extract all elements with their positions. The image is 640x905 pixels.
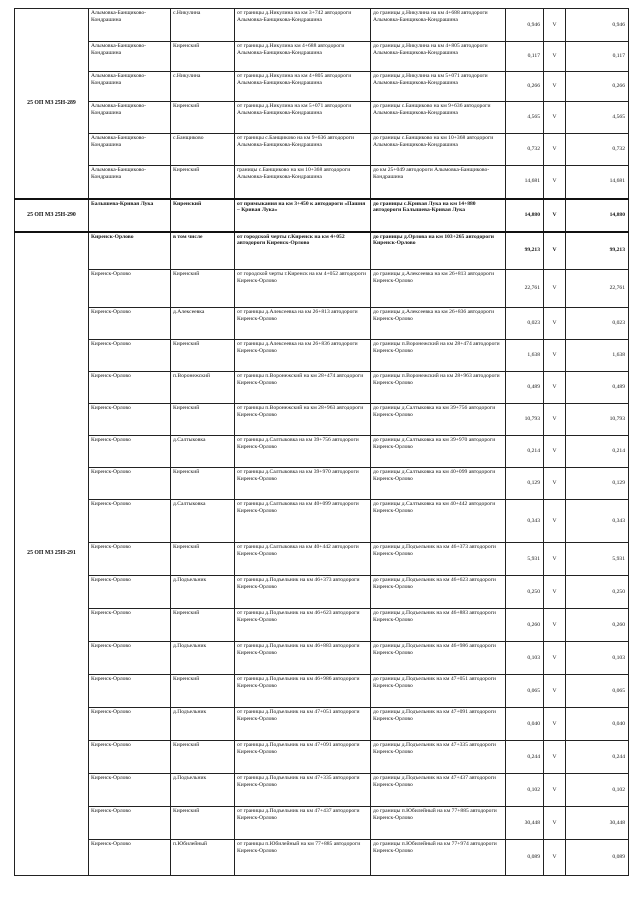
length-cell: 0,103 (506, 642, 544, 675)
district-cell: д.Подъельник (171, 774, 235, 807)
road-name-cell: Балышева-Кривая Лука (89, 199, 171, 232)
length-cell: 4,565 (506, 102, 544, 134)
category-cell: V (544, 72, 566, 102)
category-cell: V (544, 807, 566, 840)
road-name-cell: Алымовка-Банщиково-Кондрашина (89, 102, 171, 134)
district-cell: Киренский (171, 543, 235, 576)
table-row (15, 270, 629, 308)
length-cell: 0,489 (506, 372, 544, 404)
segment-end-cell: до границы с.Банщиково на км 10+368 автодороги Алымовка-Банщикова-Кондрашина (371, 134, 506, 166)
category-cell: V (544, 741, 566, 774)
segment-start-cell: от границы п.Воронежский на км 28+474 автодороги Киренск-Орлово (235, 372, 371, 404)
length-cell: 22,761 (506, 270, 544, 308)
category-cell: V (544, 774, 566, 807)
road-name-cell: Алымовка-Банщиково-Кондрашина (89, 42, 171, 72)
district-cell: Киренский (171, 404, 235, 436)
table-row (15, 134, 629, 166)
segment-end-cell: до границы д.Никулина на км 4+688 автодороги Алымовка-Банщикова-Кондрашина (371, 9, 506, 42)
segment-start-cell: от границы д.Салтыковка на км 40+442 автодороги Киренск-Орлово (235, 543, 371, 576)
segment-end-cell: до границы д.Никулина на км 4+805 автодороги Алымовка-Банщикова-Кондрашина (371, 42, 506, 72)
district-cell: д.Алексеевка (171, 308, 235, 340)
category-cell: V (544, 404, 566, 436)
segment-start-cell: границы с.Банщиково на км 10+368 автодороги Алымовка-Банщикова-Кондрашина (235, 166, 371, 199)
district-cell: с.Никулина (171, 72, 235, 102)
total-length-cell: 0,089 (566, 840, 629, 876)
total-length-cell: 0,102 (566, 774, 629, 807)
road-name-cell: Киренск-Орлово (89, 308, 171, 340)
length-cell: 0,089 (506, 840, 544, 876)
district-cell: Киренский (171, 166, 235, 199)
road-name-cell: Киренск-Орлово (89, 708, 171, 741)
table-row (15, 9, 629, 42)
category-cell: V (544, 199, 566, 232)
road-name-cell: Киренск-Орлово (89, 232, 171, 270)
table-row (15, 436, 629, 468)
segment-end-cell: до границы с.Банщиково на км 9+636 автодороги Алымовка-Банщикова-Кондрашина (371, 102, 506, 134)
total-length-cell: 14,880 (566, 199, 629, 232)
road-name-cell: Киренск-Орлово (89, 675, 171, 708)
total-length-cell: 0,065 (566, 675, 629, 708)
district-cell: д.Подъельник (171, 576, 235, 609)
road-register-table (14, 8, 629, 876)
road-name-cell: Алымовка-Банщиково-Кондрашина (89, 72, 171, 102)
table-row (15, 774, 629, 807)
segment-start-cell: от городской черты г.Киренск на км 4+052 автодороги Киренск-Орлово (235, 270, 371, 308)
segment-start-cell: от границы д.Подъельник на км 46+986 автодороги Киренск-Орлово (235, 675, 371, 708)
segment-end-cell: до границы п.Юбилейный на км 77+974 автодороги Киренск-Орлово (371, 840, 506, 876)
table-row (15, 609, 629, 642)
length-cell: 0,102 (506, 774, 544, 807)
segment-start-cell: от границы д.Никулина на км 5+071 автодороги Алымовка-Банщикова-Кондрашина (235, 102, 371, 134)
road-code-cell: 25 ОП МЗ 25Н-289 (15, 9, 89, 199)
total-length-cell: 0,250 (566, 576, 629, 609)
district-cell: д.Подъельник (171, 708, 235, 741)
length-cell: 0,250 (506, 576, 544, 609)
total-length-cell: 5,931 (566, 543, 629, 576)
table-row (15, 675, 629, 708)
category-cell: V (544, 308, 566, 340)
total-length-cell: 30,448 (566, 807, 629, 840)
district-cell: с.Банщиково (171, 134, 235, 166)
length-cell: 0,065 (506, 675, 544, 708)
table-row (15, 708, 629, 741)
category-cell: V (544, 270, 566, 308)
segment-start-cell: от границы п.Юбилейный на км 77+885 автодороги Киренск-Орлово (235, 840, 371, 876)
segment-start-cell: от границы д.Салтыковка на км 39+756 автодороги Киренск-Орлово (235, 436, 371, 468)
road-name-cell: Алымовка-Банщиково-Кондрашина (89, 9, 171, 42)
segment-end-cell: до границы д.Орлова на км 103+265 автодороги Киренск-Орлово (371, 232, 506, 270)
length-cell: 5,931 (506, 543, 544, 576)
road-name-cell: Алымовка-Банщиково-Кондрашина (89, 166, 171, 199)
length-cell: 0,129 (506, 468, 544, 500)
category-cell: V (544, 340, 566, 372)
road-name-cell: Киренск-Орлово (89, 404, 171, 436)
segment-end-cell: до границы п.Юбилейный на км 77+885 автодороги Киренск-Орлово (371, 807, 506, 840)
table-row (15, 72, 629, 102)
road-name-cell: Киренск-Орлово (89, 609, 171, 642)
length-cell: 0,732 (506, 134, 544, 166)
category-cell: V (544, 500, 566, 543)
table-row (15, 741, 629, 774)
length-cell: 0,214 (506, 436, 544, 468)
total-length-cell: 0,214 (566, 436, 629, 468)
table-row (15, 102, 629, 134)
segment-end-cell: до границы д.Подъельник на км 46+373 автодороги Киренск-Орлово (371, 543, 506, 576)
length-cell: 0,946 (506, 9, 544, 42)
table-row (15, 543, 629, 576)
road-name-cell: Киренск-Орлово (89, 576, 171, 609)
district-cell: п.Юбилейный (171, 840, 235, 876)
table-row (15, 404, 629, 436)
category-cell: V (544, 102, 566, 134)
category-cell: V (544, 436, 566, 468)
segment-start-cell: от границы д.Подъельник на км 46+883 автодороги Киренск-Орлово (235, 642, 371, 675)
segment-end-cell: до км 25+049 автодороги Алымовка-Банщиково-Кондрашина (371, 166, 506, 199)
table-row (15, 308, 629, 340)
segment-end-cell: до границы д.Салтыковка на км 39+970 автодороги Киренск-Орлово (371, 436, 506, 468)
table-row (15, 232, 629, 270)
segment-end-cell: до границы д.Салтыковка на км 39+756 автодороги Киренск-Орлово (371, 404, 506, 436)
total-length-cell: 0,946 (566, 9, 629, 42)
length-cell: 1,638 (506, 340, 544, 372)
segment-start-cell: от границы д.Подъельник на км 47+051 автодороги Киренск-Орлово (235, 708, 371, 741)
road-register-body (15, 9, 629, 876)
road-name-cell: Киренск-Орлово (89, 436, 171, 468)
total-length-cell: 0,117 (566, 42, 629, 72)
segment-start-cell: от границы д.Подъельник на км 47+437 автодороги Киренск-Орлово (235, 807, 371, 840)
road-code-cell: 25 ОП МЗ 25Н-291 (15, 232, 89, 876)
total-length-cell: 14,681 (566, 166, 629, 199)
road-name-cell: Киренск-Орлово (89, 500, 171, 543)
district-cell: п.Воронежский (171, 372, 235, 404)
segment-start-cell: от примыкания на км 3+450 к автодороги «Пашня – Кривая Лука» (235, 199, 371, 232)
length-cell: 0,343 (506, 500, 544, 543)
segment-end-cell: до границы с.Кривая Лука на км 14+880 автодороги Балышева-Кривая Лука (371, 199, 506, 232)
road-name-cell: Киренск-Орлово (89, 372, 171, 404)
district-cell: Киренский (171, 42, 235, 72)
segment-start-cell: от границы д.Салтыковка на км 40+099 автодороги Киренск-Орлово (235, 500, 371, 543)
segment-end-cell: до границы д.Никулина на км 5+071 автодороги Алымовка-Банщикова-Кондрашина (371, 72, 506, 102)
road-name-cell: Киренск-Орлово (89, 468, 171, 500)
length-cell: 14,681 (506, 166, 544, 199)
table-row (15, 576, 629, 609)
segment-end-cell: до границы д.Салтыковка на км 40+442 автодороги Киренск-Орлово (371, 500, 506, 543)
category-cell: V (544, 708, 566, 741)
total-length-cell: 0,244 (566, 741, 629, 774)
segment-start-cell: от границы д.Подъельник на км 47+091 автодороги Киренск-Орлово (235, 741, 371, 774)
total-length-cell: 1,638 (566, 340, 629, 372)
district-cell: в том числе (171, 232, 235, 270)
segment-start-cell: от границы п.Воронежский на км 28+963 автодороги Киренск-Орлово (235, 404, 371, 436)
road-name-cell: Киренск-Орлово (89, 642, 171, 675)
table-row (15, 840, 629, 876)
segment-start-cell: от границы д.Никулина на км 3+742 автодороги Алымовка-Банщикова-Кондрашина (235, 9, 371, 42)
segment-start-cell: от границы д.Алексеевка на км 26+813 автодороги Киренск-Орлово (235, 308, 371, 340)
category-cell: V (544, 543, 566, 576)
road-name-cell: Киренск-Орлово (89, 741, 171, 774)
table-row (15, 807, 629, 840)
category-cell: V (544, 134, 566, 166)
table-row (15, 166, 629, 199)
length-cell: 0,023 (506, 308, 544, 340)
segment-start-cell: от границы д.Алексеевка на км 26+836 автодороги Киренск-Орлово (235, 340, 371, 372)
district-cell: Киренский (171, 609, 235, 642)
segment-end-cell: до границы п.Воронежский на км 28+474 автодороги Киренск-Орлово (371, 340, 506, 372)
length-cell: 14,880 (506, 199, 544, 232)
table-row (15, 372, 629, 404)
road-name-cell: Киренск-Орлово (89, 340, 171, 372)
total-length-cell: 0,103 (566, 642, 629, 675)
segment-end-cell: до границы д.Подъельник на км 47+437 автодороги Киренск-Орлово (371, 774, 506, 807)
total-length-cell: 0,343 (566, 500, 629, 543)
length-cell: 99,213 (506, 232, 544, 270)
segment-end-cell: до границы д.Подъельник на км 46+623 автодороги Киренск-Орлово (371, 576, 506, 609)
length-cell: 0,040 (506, 708, 544, 741)
length-cell: 0,117 (506, 42, 544, 72)
segment-start-cell: от границы д.Никулина на км 4+805 автодороги Алымовка-Банщикова-Кондрашина (235, 72, 371, 102)
segment-end-cell: до границы д.Подъельник на км 47+091 автодороги Киренск-Орлово (371, 708, 506, 741)
total-length-cell: 0,732 (566, 134, 629, 166)
table-row (15, 199, 629, 232)
district-cell: Киренский (171, 102, 235, 134)
district-cell: Киренский (171, 807, 235, 840)
district-cell: Киренский (171, 675, 235, 708)
category-cell: V (544, 675, 566, 708)
length-cell: 0,244 (506, 741, 544, 774)
category-cell: V (544, 232, 566, 270)
total-length-cell: 0,489 (566, 372, 629, 404)
segment-end-cell: до границы д.Подъельник на км 46+883 автодороги Киренск-Орлово (371, 609, 506, 642)
total-length-cell: 0,266 (566, 72, 629, 102)
total-length-cell: 0,260 (566, 609, 629, 642)
segment-start-cell: от городской черты г.Киренск на км 4+052 автодороги Киренск-Орлово (235, 232, 371, 270)
district-cell: с.Никулина (171, 9, 235, 42)
segment-start-cell: от границы с.Банщиково на км 9+636 автодороги Алымовка-Банщикова-Кондрашина (235, 134, 371, 166)
road-name-cell: Киренск-Орлово (89, 774, 171, 807)
category-cell: V (544, 609, 566, 642)
category-cell: V (544, 42, 566, 72)
road-name-cell: Киренск-Орлово (89, 543, 171, 576)
segment-start-cell: от границы д.Подъельник на км 46+373 автодороги Киренск-Орлово (235, 576, 371, 609)
total-length-cell: 99,213 (566, 232, 629, 270)
segment-end-cell: до границы п.Воронежский на км 28+963 автодороги Киренск-Орлово (371, 372, 506, 404)
length-cell: 30,448 (506, 807, 544, 840)
length-cell: 0,266 (506, 72, 544, 102)
table-row (15, 340, 629, 372)
table-row (15, 500, 629, 543)
segment-end-cell: до границы д.Подъельник на км 47+051 автодороги Киренск-Орлово (371, 675, 506, 708)
segment-start-cell: от границы д.Подъельник на км 47+335 автодороги Киренск-Орлово (235, 774, 371, 807)
district-cell: Киренский (171, 270, 235, 308)
total-length-cell: 22,761 (566, 270, 629, 308)
table-row (15, 468, 629, 500)
total-length-cell: 0,129 (566, 468, 629, 500)
segment-start-cell: от границы д.Подъельник на км 46+623 автодороги Киренск-Орлово (235, 609, 371, 642)
road-code-cell: 25 ОП МЗ 25Н-290 (15, 199, 89, 232)
length-cell: 10,793 (506, 404, 544, 436)
total-length-cell: 0,023 (566, 308, 629, 340)
district-cell: Киренский (171, 741, 235, 774)
segment-end-cell: до границы д.Салтыковка на км 40+099 автодороги Киренск-Орлово (371, 468, 506, 500)
district-cell: Киренский (171, 199, 235, 232)
category-cell: V (544, 840, 566, 876)
district-cell: д.Салтыковка (171, 436, 235, 468)
district-cell: Киренский (171, 468, 235, 500)
district-cell: Киренский (171, 340, 235, 372)
total-length-cell: 4,565 (566, 102, 629, 134)
category-cell: V (544, 9, 566, 42)
district-cell: д.Салтыковка (171, 500, 235, 543)
length-cell: 0,260 (506, 609, 544, 642)
table-row (15, 42, 629, 72)
segment-start-cell: от границы д.Никулина км 4+688 автодороги Алымовка-Банщикова-Кондрашина (235, 42, 371, 72)
category-cell: V (544, 372, 566, 404)
total-length-cell: 10,793 (566, 404, 629, 436)
segment-end-cell: до границы д.Алексеевка на км 26+813 автодороги Киренск-Орлово (371, 270, 506, 308)
segment-end-cell: до границы д.Подъельник на км 46+986 автодороги Киренск-Орлово (371, 642, 506, 675)
total-length-cell: 0,040 (566, 708, 629, 741)
table-row (15, 642, 629, 675)
road-name-cell: Алымовка-Банщиково-Кондрашина (89, 134, 171, 166)
category-cell: V (544, 642, 566, 675)
category-cell: V (544, 576, 566, 609)
category-cell: V (544, 468, 566, 500)
road-name-cell: Киренск-Орлово (89, 807, 171, 840)
road-name-cell: Киренск-Орлово (89, 270, 171, 308)
road-name-cell: Киренск-Орлово (89, 840, 171, 876)
category-cell: V (544, 166, 566, 199)
segment-end-cell: до границы д.Алексеевка на км 26+836 автодороги Киренск-Орлово (371, 308, 506, 340)
district-cell: д.Подъельник (171, 642, 235, 675)
segment-start-cell: от границы д.Салтыковка на км 39+970 автодороги Киренск-Орлово (235, 468, 371, 500)
segment-end-cell: до границы д.Подъельник на км 47+335 автодороги Киренск-Орлово (371, 741, 506, 774)
